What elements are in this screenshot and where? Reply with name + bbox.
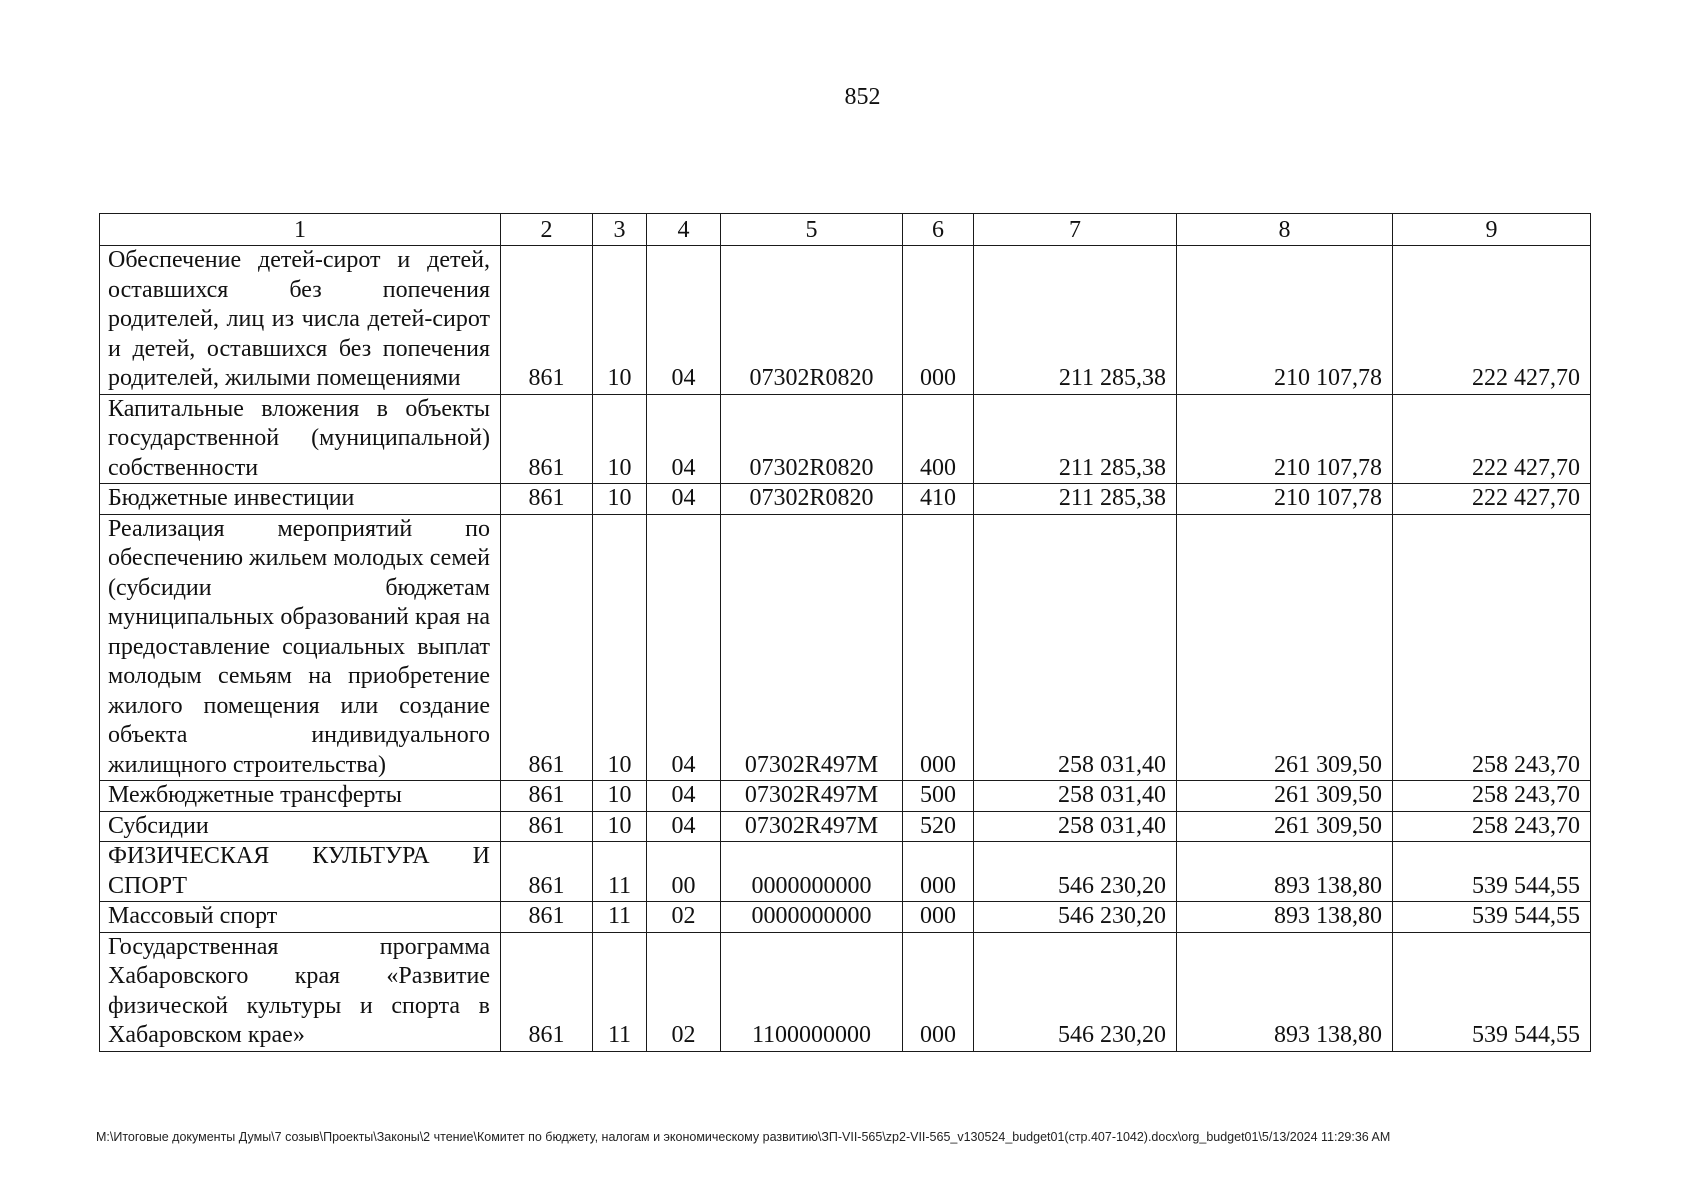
header-cell: 9 [1393, 214, 1591, 246]
amount-cell-9: 539 544,55 [1393, 932, 1591, 1051]
row-name-cell: Межбюджетные трансферты [100, 781, 501, 812]
admin-code-cell: 861 [501, 394, 593, 484]
subsection-code-cell: 04 [647, 514, 721, 781]
expense-type-cell: 520 [903, 811, 974, 842]
subsection-code-cell: 04 [647, 811, 721, 842]
amount-cell-7: 546 230,20 [974, 842, 1177, 902]
target-article-cell: 0000000000 [721, 902, 903, 933]
section-code-cell: 10 [593, 484, 647, 515]
admin-code-cell: 861 [501, 842, 593, 902]
header-cell: 2 [501, 214, 593, 246]
table-row [100, 781, 1591, 812]
expense-type-cell: 400 [903, 394, 974, 484]
amount-cell-7: 211 285,38 [974, 394, 1177, 484]
admin-code-cell: 861 [501, 932, 593, 1051]
expense-type-cell: 410 [903, 484, 974, 515]
row-name-cell: Капитальные вложения в объекты государственной (муниципальной) собственности [100, 394, 501, 484]
row-name-cell: Обеспечение детей-сирот и детей, оставшихся без попечения родителей, лиц из числа детей-сирот и детей, оставшихся без попечения родителей, жилыми помещениями [100, 246, 501, 395]
expense-type-cell: 000 [903, 902, 974, 933]
table-row [100, 842, 1591, 902]
row-name-cell: Массовый спорт [100, 902, 501, 933]
amount-cell-9: 222 427,70 [1393, 394, 1591, 484]
amount-cell-8: 893 138,80 [1177, 902, 1393, 933]
row-name-cell: ФИЗИЧЕСКАЯ КУЛЬТУРА И СПОРТ [100, 842, 501, 902]
amount-cell-8: 210 107,78 [1177, 394, 1393, 484]
target-article-cell: 0000000000 [721, 842, 903, 902]
amount-cell-8: 261 309,50 [1177, 514, 1393, 781]
target-article-cell: 1100000000 [721, 932, 903, 1051]
amount-cell-9: 258 243,70 [1393, 514, 1591, 781]
expense-type-cell: 500 [903, 781, 974, 812]
table-row [100, 932, 1591, 1051]
header-cell: 5 [721, 214, 903, 246]
row-name-cell: Бюджетные инвестиции [100, 484, 501, 515]
table-row [100, 811, 1591, 842]
header-cell: 1 [100, 214, 501, 246]
amount-cell-9: 258 243,70 [1393, 781, 1591, 812]
subsection-code-cell: 04 [647, 394, 721, 484]
admin-code-cell: 861 [501, 781, 593, 812]
expense-type-cell: 000 [903, 514, 974, 781]
admin-code-cell: 861 [501, 514, 593, 781]
row-name-cell: Реализация мероприятий по обеспечению жильем молодых семей (субсидии бюджетам муниципальных образований края на предоставление социальных выплат молодым семьям на приобретение жилого помещения или создание объекта индивидуального жилищного строительства) [100, 514, 501, 781]
subsection-code-cell: 04 [647, 484, 721, 515]
section-code-cell: 10 [593, 514, 647, 781]
amount-cell-9: 539 544,55 [1393, 902, 1591, 933]
row-name-cell: Государственная программа Хабаровского края «Развитие физической культуры и спорта в Хабаровском крае» [100, 932, 501, 1051]
target-article-cell: 07302R0820 [721, 246, 903, 395]
header-cell: 8 [1177, 214, 1393, 246]
amount-cell-8: 261 309,50 [1177, 811, 1393, 842]
amount-cell-7: 258 031,40 [974, 811, 1177, 842]
subsection-code-cell: 04 [647, 781, 721, 812]
header-cell: 3 [593, 214, 647, 246]
expense-type-cell: 000 [903, 842, 974, 902]
target-article-cell: 07302R497M [721, 781, 903, 812]
table-row [100, 902, 1591, 933]
target-article-cell: 07302R0820 [721, 484, 903, 515]
amount-cell-7: 258 031,40 [974, 514, 1177, 781]
expense-type-cell: 000 [903, 932, 974, 1051]
target-article-cell: 07302R497M [721, 811, 903, 842]
table-row [100, 484, 1591, 515]
amount-cell-9: 222 427,70 [1393, 246, 1591, 395]
subsection-code-cell: 00 [647, 842, 721, 902]
amount-cell-7: 258 031,40 [974, 781, 1177, 812]
section-code-cell: 11 [593, 932, 647, 1051]
amount-cell-8: 210 107,78 [1177, 484, 1393, 515]
amount-cell-8: 210 107,78 [1177, 246, 1393, 395]
admin-code-cell: 861 [501, 902, 593, 933]
header-cell: 4 [647, 214, 721, 246]
subsection-code-cell: 04 [647, 246, 721, 395]
subsection-code-cell: 02 [647, 902, 721, 933]
amount-cell-9: 539 544,55 [1393, 842, 1591, 902]
expense-type-cell: 000 [903, 246, 974, 395]
page-number: 852 [844, 84, 881, 110]
amount-cell-7: 211 285,38 [974, 246, 1177, 395]
amount-cell-7: 546 230,20 [974, 932, 1177, 1051]
amount-cell-7: 546 230,20 [974, 902, 1177, 933]
budget-table [99, 213, 1591, 1052]
target-article-cell: 07302R497M [721, 514, 903, 781]
table-row [100, 246, 1591, 395]
admin-code-cell: 861 [501, 246, 593, 395]
amount-cell-8: 893 138,80 [1177, 842, 1393, 902]
admin-code-cell: 861 [501, 484, 593, 515]
section-code-cell: 10 [593, 246, 647, 395]
amount-cell-8: 261 309,50 [1177, 781, 1393, 812]
amount-cell-8: 893 138,80 [1177, 932, 1393, 1051]
table-row [100, 394, 1591, 484]
footer-file-path: M:\Итоговые документы Думы\7 созыв\Проекты\Законы\2 чтение\Комитет по бюджету, налогам и экономическому развитию\ЗП-VII-565\zp2-VII-565_v130524_budget01(стр.407-1042).docx\org_budget01\5/13/2024 11:29:36 AM [96, 1130, 1391, 1144]
admin-code-cell: 861 [501, 811, 593, 842]
amount-cell-9: 258 243,70 [1393, 811, 1591, 842]
header-row [100, 214, 1591, 246]
section-code-cell: 10 [593, 394, 647, 484]
target-article-cell: 07302R0820 [721, 394, 903, 484]
section-code-cell: 10 [593, 811, 647, 842]
amount-cell-7: 211 285,38 [974, 484, 1177, 515]
section-code-cell: 10 [593, 781, 647, 812]
table-row [100, 514, 1591, 781]
amount-cell-9: 222 427,70 [1393, 484, 1591, 515]
section-code-cell: 11 [593, 902, 647, 933]
row-name-cell: Субсидии [100, 811, 501, 842]
section-code-cell: 11 [593, 842, 647, 902]
header-cell: 7 [974, 214, 1177, 246]
header-cell: 6 [903, 214, 974, 246]
subsection-code-cell: 02 [647, 932, 721, 1051]
